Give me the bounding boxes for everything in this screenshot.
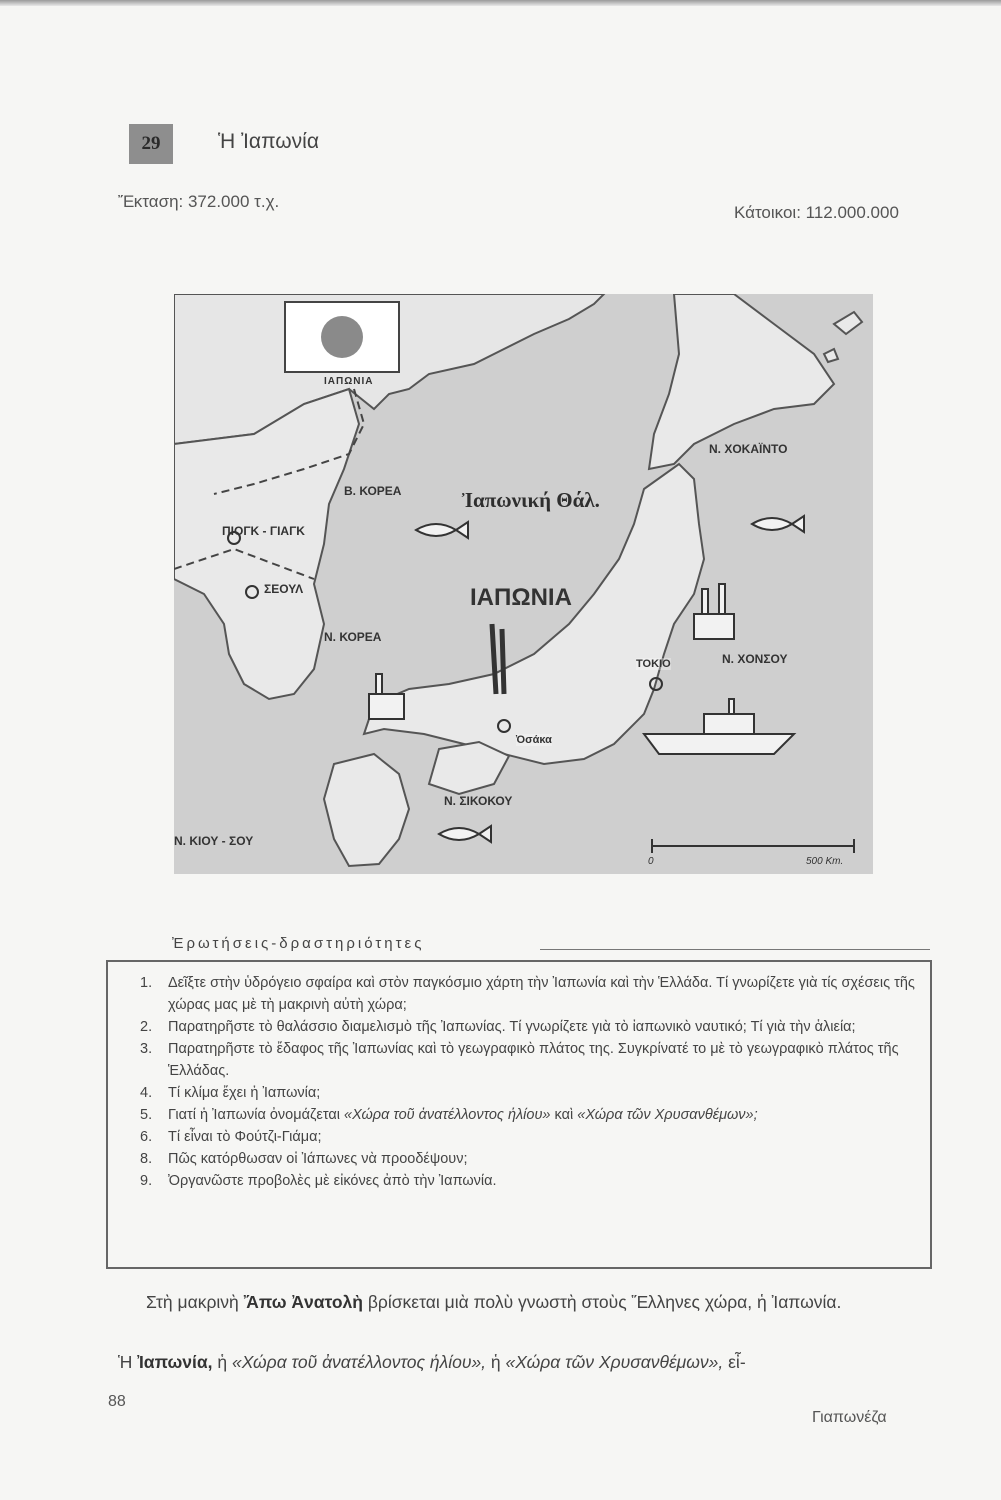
shikoku-label: Ν. ΣΙΚΟΚΟΥ: [444, 794, 513, 808]
footer-word: Γιαπωνέζα: [812, 1409, 887, 1426]
honshu-label: Ν. ΧΟΝΣΟΥ: [722, 652, 788, 666]
question-number: 3.: [140, 1041, 153, 1057]
population-fact: Κάτοικοι: 112.000.000: [734, 203, 899, 222]
tokyo-label: ΤΟΚΙΟ: [636, 658, 671, 670]
question-item: [140, 1126, 920, 1148]
scan-edge: [0, 0, 1001, 6]
body-quote: «Χώρα τῶν Χρυσανθέμων»,: [505, 1352, 724, 1372]
north-korea-label: Β. ΚΟΡΕΑ: [344, 484, 402, 498]
question-text: Δεῖξτε στὴν ὑδρόγειο σφαίρα καὶ στὸν παγκόσμιο χάρτη τὴν Ἰαπωνία καὶ τὴν Ἑλλάδα. Τί γνωρίζετε γιὰ τίς σχέσεις τῆς χώρας μας μὲ τὴ μακρινὴ αὐτὴ χώρα;: [168, 975, 915, 1013]
body-text-span: ἡ: [490, 1352, 501, 1372]
flag-disc: [321, 316, 363, 358]
south-korea-label: Ν. ΚΟΡΕΑ: [324, 630, 382, 644]
question-number: 9.: [140, 1173, 153, 1189]
body-quote: «Χώρα τοῦ ἀνατέλλοντος ἡλίου»,: [231, 1352, 487, 1372]
question-number: 5.: [140, 1107, 153, 1123]
body-text-span: εἶ-: [728, 1352, 746, 1372]
body-text-span: ἡ: [217, 1352, 228, 1372]
question-item: [140, 1148, 920, 1170]
question-item: [140, 1082, 920, 1104]
body-text-span: βρίσκεται μιὰ πολὺ γνωστὴ στοὺς Ἕλληνες χώρα, ἡ Ἰαπωνία.: [367, 1292, 842, 1312]
body-paragraph-2: [110, 1350, 930, 1374]
scale-end-label: 500 Km.: [806, 856, 844, 867]
flag-caption: ΙΑΠΩΝΙΑ: [324, 376, 374, 387]
questions-heading: Ἐρωτήσεις-δραστηριότητες: [172, 935, 425, 952]
lesson-title: Ἡ Ἰαπωνία: [218, 130, 319, 153]
hokkaido-label: Ν. ΧΟΚΑΪΝΤΟ: [709, 442, 788, 456]
japan-map: [174, 294, 873, 874]
seoul-label: ΣΕΟΥΛ: [264, 582, 304, 596]
question-number: 8.: [140, 1151, 153, 1167]
body-text-span: Ἡ: [118, 1352, 133, 1372]
question-number: 4.: [140, 1085, 153, 1101]
body-text-span: Στὴ μακρινὴ: [146, 1292, 239, 1312]
question-text: Τί εἶναι τὸ Φούτζι-Γιάμα;: [168, 1129, 322, 1145]
kyushu-label: Ν. ΚΙΟΥ - ΣΟΥ: [174, 834, 254, 848]
question-item: [140, 972, 920, 1016]
page-number: 88: [108, 1393, 126, 1410]
lesson-number: 29: [129, 124, 173, 164]
question-item: [140, 1170, 920, 1192]
question-text: Ὀργανῶστε προβολὲς μὲ εἰκόνες ἀπὸ τὴν Ἰαπωνία.: [168, 1173, 497, 1189]
question-quote: «Χώρα τοῦ ἀνατέλλοντος ἡλίου»: [344, 1107, 551, 1123]
question-quote: «Χώρα τῶν Χρυσανθέμων»;: [577, 1107, 758, 1123]
country-label: ΙΑΠΩΝΙΑ: [470, 584, 572, 611]
question-text: Τί κλίμα ἔχει ἡ Ἰαπωνία;: [168, 1085, 321, 1101]
question-text: Παρατηρῆστε τὸ ἔδαφος τῆς Ἰαπωνίας καὶ τὸ γεωγραφικὸ πλάτος της. Συγκρίνατέ το μὲ τὸ γεωγραφικὸ πλάτος τῆς Ἑλλάδας.: [168, 1041, 899, 1079]
question-number: 2.: [140, 1019, 153, 1035]
question-item: [140, 1016, 920, 1038]
scale-start-label: 0: [648, 856, 654, 867]
question-text: Γιατί ἡ Ἰαπωνία ὀνομάζεται: [168, 1107, 340, 1123]
heading-rule: [540, 949, 930, 950]
area-fact: Ἔκταση: 372.000 τ.χ.: [118, 192, 280, 211]
pyongyang-label: ΠΙΟΓΚ - ΓΙΑΓΚ: [222, 524, 305, 538]
body-emphasis: Ἄπω Ἀνατολὴ: [243, 1292, 363, 1312]
question-number: 1.: [140, 975, 153, 991]
osaka-label: Ὀσάκα: [516, 734, 552, 746]
question-text: Παρατηρῆστε τὸ θαλάσσιο διαμελισμὸ τῆς Ἰαπωνίας. Τί γνωρίζετε γιὰ τὸ ἰαπωνικὸ ναυτικό; Τί γιὰ τὴν ἁλιεία;: [168, 1019, 856, 1035]
question-text: Πῶς κατόρθωσαν οἱ Ἰάπωνες νὰ προοδέψουν;: [168, 1151, 468, 1167]
question-number: 6.: [140, 1129, 153, 1145]
question-item: [140, 1038, 920, 1082]
questions-list: [140, 972, 920, 1192]
question-conjunction: καὶ: [554, 1107, 574, 1123]
body-emphasis: Ἰαπωνία,: [137, 1352, 213, 1372]
body-paragraph-1: [110, 1290, 930, 1314]
question-item: [140, 1104, 920, 1126]
sea-label: Ἰαπωνική Θάλ.: [462, 488, 600, 512]
